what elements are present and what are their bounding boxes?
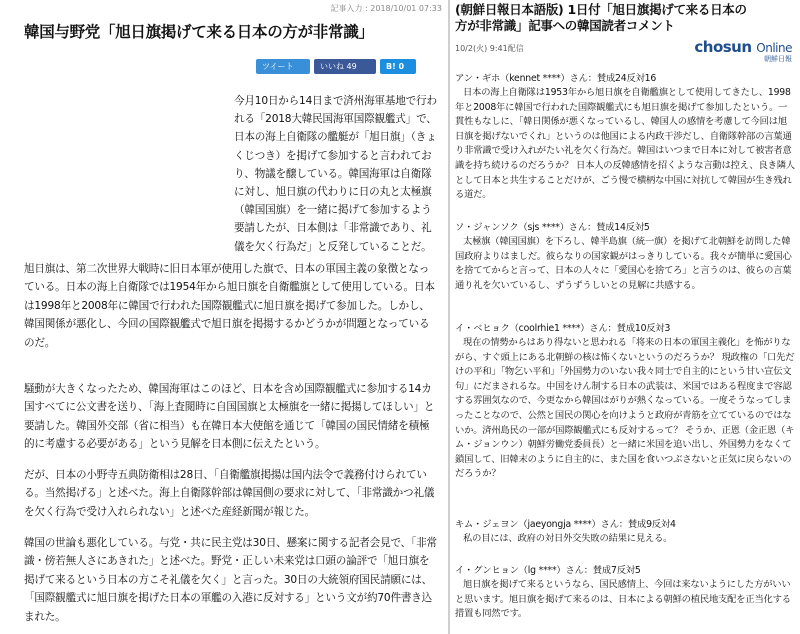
comments-date: 10/2(火) 9:41配信 [455,44,524,53]
chosun-online-logo[interactable] [694,38,792,64]
logo-suffix: Online [756,41,792,55]
article-paragraph: 韓国の世論も悪化している。与党・共に民主党は30日、懸案に関する記者会見で、「非常識・傍若無人さにあきれた」と述べた。野党・正しい未来党は口頭の論評で「旭日旗を掲げて来るという日本の方こそ礼儀を欠く」と言った。30日の大統領府国民請願には、「国際観艦式に旭日旗を掲げた日本の軍艦の入港に反対する」という文が約70件書き込まれた。 [24,537,437,623]
hatena-bookmark-button[interactable]: B! 0 [380,59,416,74]
comments-panel [450,0,800,634]
comment-body: 太極旗（韓国国旗）を下ろし、韓半島旗（統一旗）を掲げて北朝鮮を訪問した韓国政府よりはましだ。彼らなりの国家観がはっきりしている。我々が簡単に愛国心を捨ててからと言って、日本の人々に「愛国心を捨てろ」と言うのは、彼らの言葉通り礼を欠いているし、ずうずうしいとの見解に共感する。 [455,236,792,291]
share-bar [256,59,416,74]
article-paragraph: 騒動が大きくなったため、韓国海軍はこのほど、日本を含め国際観艦式に参加する14カ国すべてに公文書を送り、「海上査閲時に自国国旗と太極旗を一緒に掲揚してほしい」と要請した。韓国外交部（省に相当）も在韓日本大使館を通じて「韓国の国民情緒を積極的に考慮する必要がある」という見解を日本側に伝えたという。 [24,383,435,451]
tweet-button[interactable]: ツイート [256,59,310,74]
comment-author: アン・ギホ（kennet ****）さん：賛成24反対16 [455,73,657,84]
reader-comment [455,72,795,203]
article-paragraph: だが、日本の小野寺五典防衛相は28日、「自衛艦旗掲揚は国内法令で義務付けられている。当然掲げる」と述べた。海上自衛隊幹部は韓国側の要求に対して、「非常識かつ礼儀を欠く行為で受け入れられない」と述べた産経新聞が報じた。 [24,469,435,518]
comment-body: 現在の情勢からはあり得ないと思われる「将来の日本の軍国主義化」を怖がりながら、すぐ頭上にある北朝鮮の核は怖くないというのだろうか？ 現政権の「口先だけの平和」「物乞い平和」「外国勢力のいない我々同士で自主的にという甘い宣伝文句」にだまされるな。中国をけん制する日本の武装は、米国ではある程度まで容認する雰囲気なので、今更なから韓国はがりが熱くなっている。一度そうなってしまったことなので、公然と国民の関心を向けようと政府が青筋を立てているのではないか。済州島民の一部が国際観艦式にも反対するって？ そうか、正恩（金正恩（キム・ジョンウン）朝鮮労働党委員長）と一緒に米国を追い出し、外国勢力をなくて鎖国して、旧韓末のように自主的に、また国を食いつぶさないと正気に戻らないのだろうか？ [455,337,795,480]
logo-brand: chosun [694,38,752,56]
reader-comment [455,564,795,622]
logo-subtitle: 朝鮮日報 [764,55,792,63]
reader-comment [455,221,795,293]
comment-author: イ・グンヒョン（lg ****）さん：賛成7反対5 [455,565,641,576]
comment-body: 日本の海上自衛隊は1953年から旭日旗を自衛艦旗として使用してきたし、1998年と2008年に韓国で行われた国際観艦式にも旭日旗を掲げて参加したという。一貫性もなしに、「韓日関係が悪くなっているし、韓国人の感情を考慮して今回は旭日旗を掲げないでくれ」というのは他国による内政干渉だし、自衛隊幹部の言葉通り非常識で受け入れがたい礼を欠く行為だ。韓国はいつまで日本に対して被害者意識を持ち続けるのだろうか？ 日本人の反韓感情を招くような言動は控え、良き隣人として日本と共生することだけが、ごう慢で横柄な中国に対抗して韓国が生き残れる道だ。 [455,87,795,201]
comment-author: イ・ベヒョク（coolrhie1 ****）さん：賛成10反対3 [455,323,671,334]
comment-body: 私の目には、政府の対日外交失敗の結果に見える。 [463,533,673,544]
comment-body: 旭日旗を掲げて来るというなら、国民感情上、今回は来ないようにした方がいいと思います。旭日旗を掲げて来るのは、日本による朝鮮の植民地支配を正当化する措置も同然です。 [455,579,791,620]
comment-author: ソ・ジャンソク（sjs ****）さん：賛成14反対5 [455,222,650,233]
article-paragraph: 旭日旗は、第二次世界大戦時に旧日本軍が使用した旗で、日本の軍国主義の象徴となっている。日本の海上自衛隊では1954年から旭日旗を自衛艦旗として使用している。日本は1998年と2008年に韓国で行われた国際観艦式に旭日旗を掲げて参加した。しかし、韓国関係が悪化し、今回の国際観艦式で旭日旗を掲揚するかどうかが問題となっているのだ。 [24,263,435,349]
reader-comment [455,518,795,547]
reader-comment [455,322,795,482]
article-lead: 今月10日から14日まで済州海軍基地で行われる「2018大韓民国海軍国際観艦式」で、日本の海上自衛隊の艦艇が「旭日旗」（きょくじつき）を掲げて参加すると言われており、物議を醸している。韓国海軍は自衛隊に対し、旭日旗の代わりに日の丸と太極旗（韓国国旗）を一緒に掲げて参加するよう要請したが、日本側は「非常識であり、礼儀を欠く行為だ」と反発していることだ。 [234,95,437,253]
comment-author: キム・ジェヨン（jaeyongja ****）さん：賛成9反対4 [455,519,676,530]
comments-title: (朝鮮日報日本語版) 1日付「旭日旗掲げて来る日本の方が非常識」記事への韓国読者コメント [455,2,747,33]
like-button[interactable]: いいね 49 [314,59,376,74]
article-headline: 韓国与野党「旭日旗掲げて来る日本の方が非常識」 [24,23,374,41]
article-timestamp: 記事入力 : 2018/10/01 07:33 [330,4,442,13]
